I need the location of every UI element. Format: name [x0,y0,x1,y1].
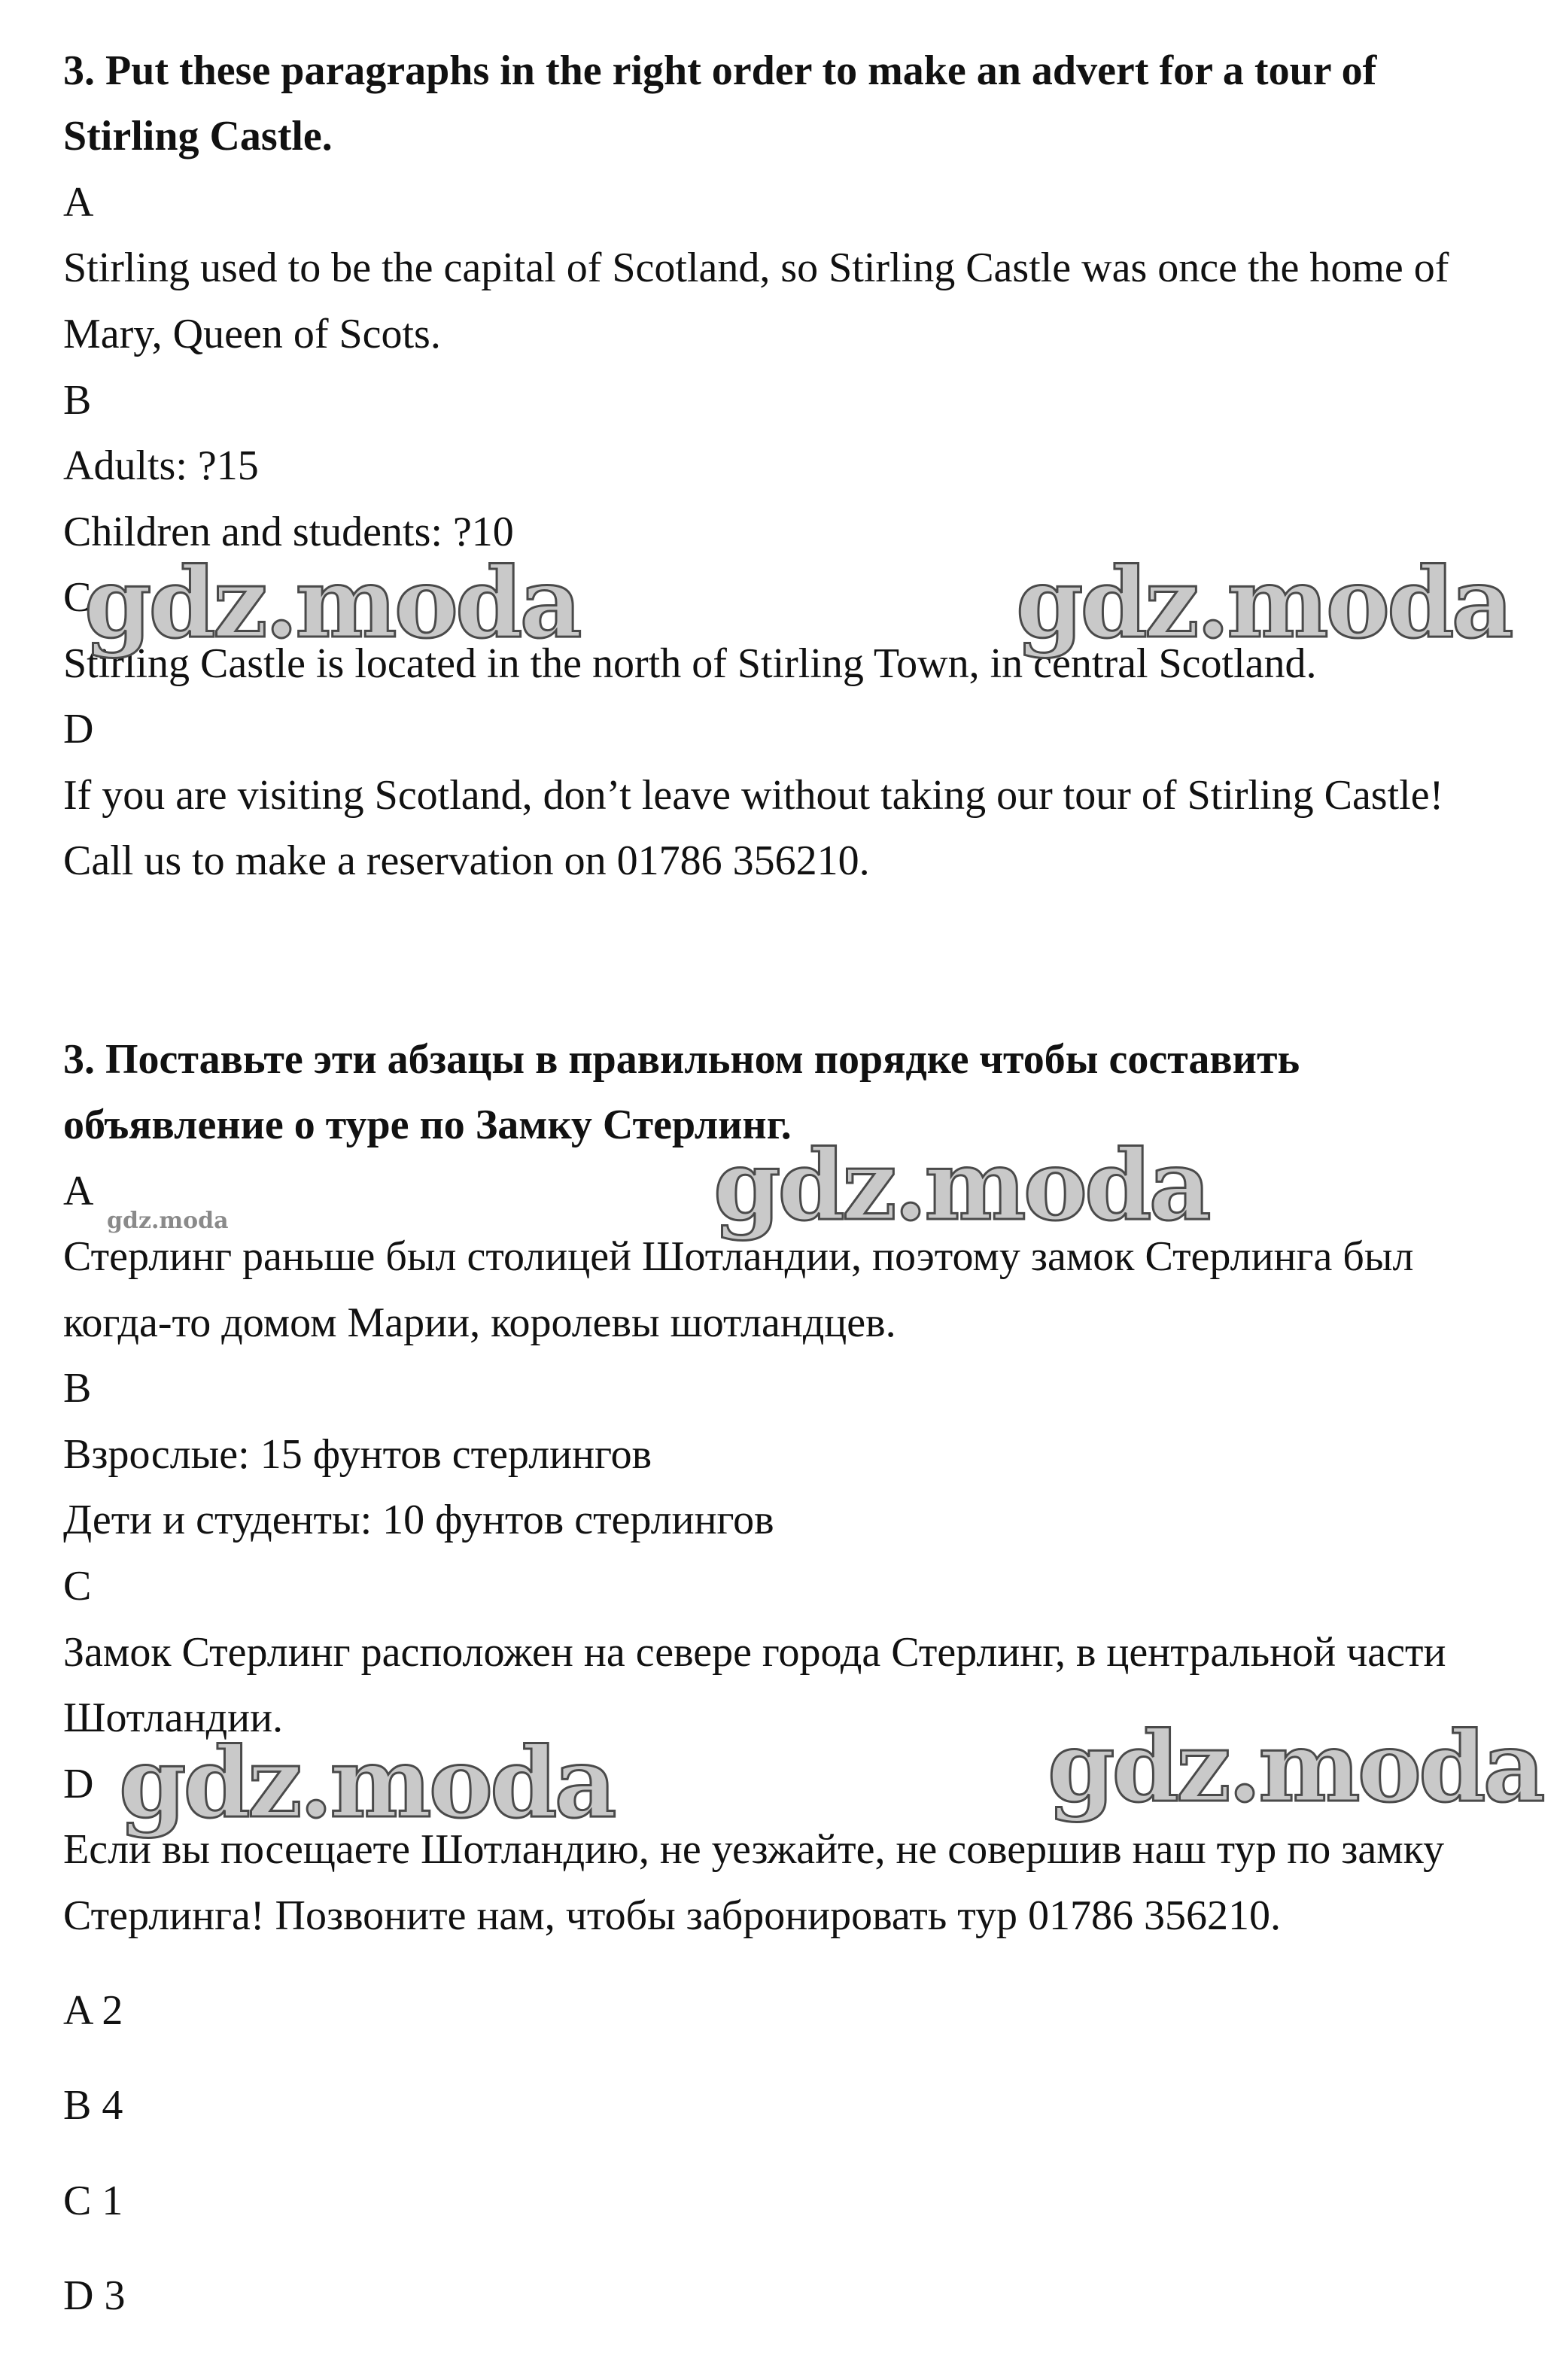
english-label-b: B [63,377,92,424]
russian-label-c: C [63,1563,92,1609]
english-label-a: A [63,179,94,226]
watermark: gdz.moda [713,1129,1209,1242]
watermark: gdz.moda [1048,1711,1543,1824]
answer-c: C 1 [63,2178,123,2224]
english-paragraph-a-line-2: Mary, Queen of Scots. [63,311,441,357]
english-paragraph-b-line-2: Children and students: ?10 [63,509,514,555]
russian-paragraph-a-line-1: Стерлинг раньше был столицей Шотландии, поэтому замок Стерлинга был [63,1233,1414,1280]
english-title-line-1: 3. Put these paragraphs in the right order to make an advert for a tour of [63,47,1377,94]
watermark: gdz.moda [119,1727,614,1840]
english-title-line-2: Stirling Castle. [63,113,333,160]
english-label-d: D [63,706,94,752]
russian-paragraph-b-line-2: Дети и студенты: 10 фунтов стерлингов [63,1497,774,1543]
watermark: gdz.moda [1016,547,1511,660]
english-paragraph-c-line-1: Stirling Castle is located in the north of Stirling Town, in central Scotland. [63,640,1317,687]
russian-title-line-2: объявление о туре по Замку Стерлинг. [63,1102,792,1148]
russian-label-a: A [63,1168,94,1214]
russian-label-d: D [63,1761,94,1807]
english-paragraph-b-line-1: Adults: ?15 [63,442,259,489]
english-label-c: C [63,574,92,621]
watermark-small: gdz.moda [107,1208,229,1234]
russian-paragraph-c-line-2: Шотландии. [63,1695,284,1741]
answer-b: B 4 [63,2082,123,2129]
english-paragraph-d-line-2: Call us to make a reservation on 01786 356210. [63,837,870,884]
russian-paragraph-a-line-2: когда-то домом Марии, королевы шотландцев. [63,1299,896,1346]
russian-paragraph-b-line-1: Взрослые: 15 фунтов стерлингов [63,1431,652,1478]
russian-paragraph-d-line-2: Стерлинга! Позвоните нам, чтобы забронировать тур 01786 356210. [63,1892,1281,1939]
watermark: gdz.moda [84,547,579,660]
english-paragraph-a-line-1: Stirling used to be the capital of Scotland, so Stirling Castle was once the home of [63,245,1449,291]
answer-d: D 3 [63,2272,126,2319]
answer-a: A 2 [63,1987,123,2034]
russian-title-line-1: 3. Поставьте эти абзацы в правильном порядке чтобы составить [63,1036,1300,1083]
english-paragraph-d-line-1: If you are visiting Scotland, don’t leave without taking our tour of Stirling Castle! [63,772,1444,819]
russian-paragraph-d-line-1: Если вы посещаете Шотландию, не уезжайте, не совершив наш тур по замку [63,1826,1445,1873]
russian-paragraph-c-line-1: Замок Стерлинг расположен на севере города Стерлинг, в центральной части [63,1629,1446,1676]
russian-label-b: B [63,1365,92,1412]
